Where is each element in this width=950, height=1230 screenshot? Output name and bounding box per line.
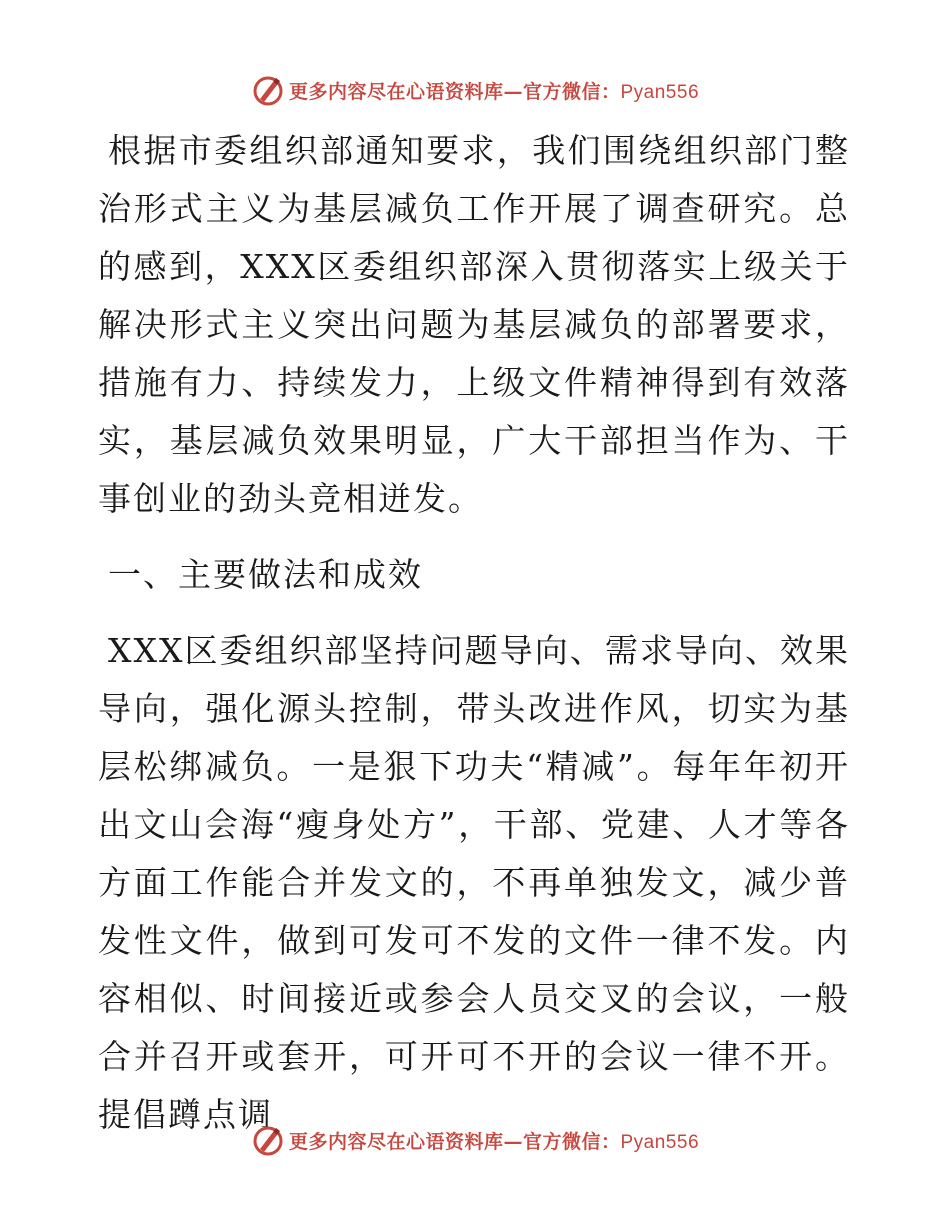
watermark-footer bbox=[0, 1120, 950, 1160]
section-heading: 一、主要做法和成效 bbox=[108, 555, 423, 594]
document-body bbox=[98, 122, 850, 1144]
pen-logo-icon bbox=[251, 1123, 285, 1157]
paragraph-practices: XXX区委组织部坚持问题导向、需求导向、效果导向，强化源头控制，带头改进作风，切实为基层松绑减负。一是狠下功夫“精减”。每年年初开出文山会海“瘦身处方”，干部、党建、人才等各方面工作能合并发文的，不再单独发文，减少普发性文件，做到可发可不发的文件一律不发。内容相似、时间接近或参会人员交叉的会议，一般合并召开或套开，可开可不开的会议一律不开。提倡蹲点调 bbox=[98, 631, 850, 1134]
watermark-handle: Pyan556 bbox=[620, 1131, 700, 1153]
paragraph-intro: 根据市委组织部通知要求，我们围绕组织部门整治形式主义为基层减负工作开展了调查研究。总的感到，XXX区委组织部深入贯彻落实上级关于解决形式主义突出问题为基层减负的部署要求，措施有力、持续发力，上级文件精神得到有效落实，基层减负效果明显，广大干部担当作为、干事创业的劲头竞相迸发。 bbox=[98, 131, 850, 518]
pen-logo-icon bbox=[251, 73, 285, 107]
watermark-header bbox=[0, 70, 950, 110]
watermark-text: 更多内容尽在心语资料库—官方微信：Pyan556 bbox=[288, 1130, 700, 1153]
watermark-handle: Pyan556 bbox=[620, 81, 700, 103]
watermark-text: 更多内容尽在心语资料库—官方微信：Pyan556 bbox=[288, 80, 700, 103]
